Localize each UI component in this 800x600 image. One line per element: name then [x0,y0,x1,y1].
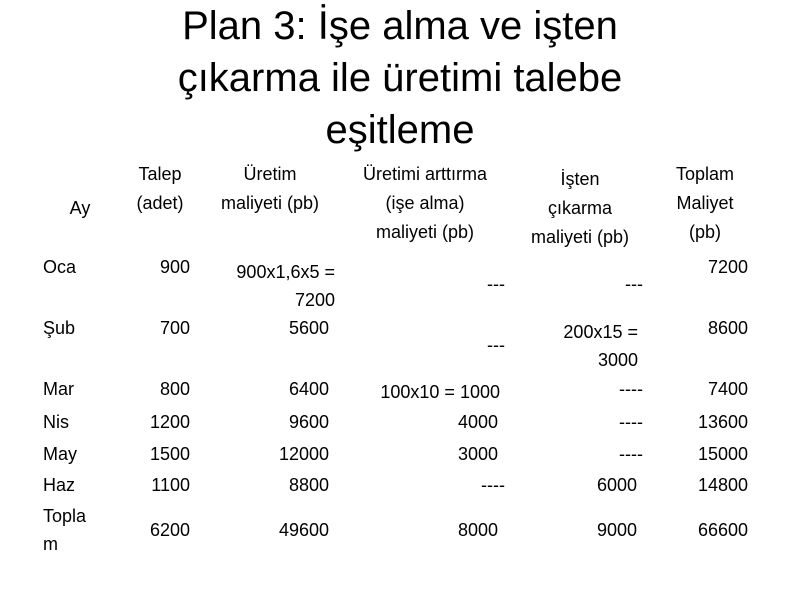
row-sub-cikarma-line-1: 200x15 = [563,322,638,342]
header-cikarma-line-1: İşten [560,169,600,189]
row-sub-cikarma-line-2: 3000 [597,350,638,370]
header-talep-line-2: (adet) [136,193,184,213]
row-mar-uretim: 6400 [288,379,329,399]
row-mar-talep: 800 [159,379,190,399]
header-talep-line-1: Talep [138,164,182,184]
header-uretim [200,160,340,218]
row-may-artirma: 3000 [457,444,498,464]
header-cikarma-line-2: çıkarma [547,198,612,218]
header-toplam-line-2: Maliyet [676,193,734,213]
title-line-2: çıkarma ile üretimi talebe [177,56,623,100]
row-toplam-ay-line-2: m [43,534,58,554]
header-cikarma [510,165,650,252]
row-mar-cikarma: ---- [619,379,643,399]
row-sub-toplam: 8600 [707,318,748,338]
header-artirma-line-1: Üretimi arttırma [362,164,487,184]
row-toplam-toplam: 66600 [697,520,748,540]
header-artirma-line-2: (işe alma) [385,193,465,213]
row-mar-artirma: 100x10 = 1000 [380,382,500,402]
row-mar-toplam: 7400 [707,379,748,399]
row-haz-uretim: 8800 [288,475,329,495]
row-may-ay: May [43,444,78,464]
row-oca-toplam: 7200 [707,257,748,277]
row-toplam-cikarma: 9000 [596,520,637,540]
row-may-talep: 1500 [149,444,190,464]
row-may-toplam: 15000 [697,444,748,464]
header-uretim-line-1: Üretim [243,164,297,184]
row-nis-toplam: 13600 [697,412,748,432]
row-haz-ay: Haz [43,475,76,495]
row-nis-uretim: 9600 [288,412,329,432]
header-ay: Ay [69,198,91,218]
header-artirma-line-3: maliyeti (pb) [375,222,475,242]
row-oca-talep: 900 [159,257,190,277]
row-toplam-talep: 6200 [149,520,190,540]
header-toplam [655,160,755,247]
row-sub-ay: Şub [43,318,76,338]
row-nis-ay: Nis [43,412,69,432]
slide-title [0,0,800,156]
row-oca-artirma: --- [487,274,505,294]
header-toplam-line-3: (pb) [688,222,721,242]
header-talep [120,160,200,218]
row-haz-talep: 1100 [151,475,190,495]
row-sub-uretim: 5600 [288,318,329,338]
row-nis-talep: 1200 [149,412,190,432]
row-sub-artirma: --- [487,335,505,355]
header-toplam-line-1: Toplam [675,164,735,184]
row-haz-artirma: ---- [481,475,505,495]
row-nis-artirma: 4000 [457,412,498,432]
row-toplam-ay-line-1: Topla [43,506,87,526]
row-sub-cikarma [520,318,638,374]
row-oca-uretim-line-2: 7200 [294,290,335,310]
header-uretim-line-2: maliyeti (pb) [220,193,320,213]
row-may-cikarma: ---- [619,444,643,464]
row-toplam-ay [43,502,86,558]
row-haz-cikarma: 6000 [596,475,637,495]
title-line-3: eşitleme [325,108,475,152]
header-artirma [345,160,505,247]
row-oca-ay: Oca [43,257,77,277]
row-sub-talep: 700 [159,318,190,338]
title-line-1: Plan 3: İşe alma ve işten [182,4,618,48]
row-haz-toplam: 14800 [697,475,748,495]
row-mar-ay: Mar [43,379,74,399]
row-oca-uretim [200,258,335,314]
row-nis-cikarma: ---- [619,412,643,432]
row-oca-cikarma: --- [625,274,643,294]
row-toplam-uretim: 49600 [278,520,329,540]
row-toplam-artirma: 8000 [457,520,498,540]
header-cikarma-line-3: maliyeti (pb) [530,227,630,247]
row-oca-uretim-line-1: 900x1,6x5 = [236,262,335,282]
row-may-uretim: 12000 [278,444,329,464]
